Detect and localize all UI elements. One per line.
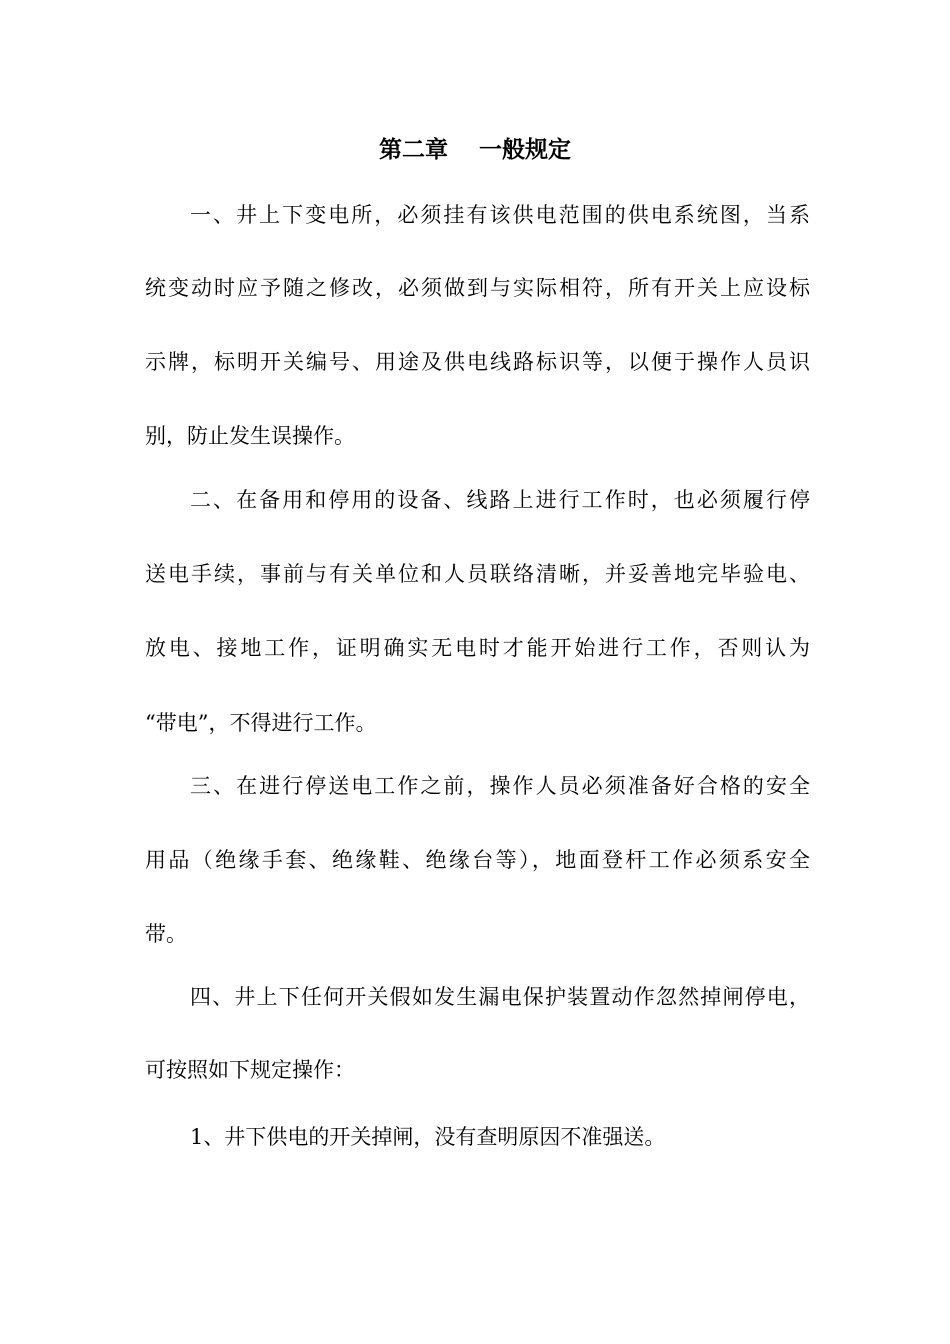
paragraph-line: 二、在备用和停用的设备、线路上进行工作时，也必须履行停: [190, 488, 810, 512]
paragraph-line: 1、井下供电的开关掉闸，没有查明原因不准强送。: [190, 1125, 666, 1149]
paragraph-line: 用品（绝缘手套、绝缘鞋、绝缘台等），地面登杆工作必须系安全: [145, 848, 810, 872]
paragraph-line: 别，防止发生误操作。: [145, 424, 355, 448]
paragraph-line: 送电手续，事前与有关单位和人员联络清晰，并妥善地完毕验电、: [145, 562, 810, 586]
paragraph-line: 带。: [145, 922, 187, 946]
paragraph-line: “带电”，不得进行工作。: [145, 711, 377, 735]
paragraph-line: 三、在进行停送电工作之前，操作人员必须准备好合格的安全: [190, 774, 810, 798]
paragraph-line: 一、井上下变电所，必须挂有该供电范围的供电系统图，当系: [190, 203, 810, 227]
paragraph-line: 放电、接地工作，证明确实无电时才能开始进行工作，否则认为: [145, 636, 810, 660]
paragraph-line: 统变动时应予随之修改，必须做到与实际相符，所有开关上应设标: [145, 276, 810, 300]
paragraph-line: 可按照如下规定操作：: [145, 1058, 355, 1082]
chapter-title: 第二章 一般规定: [378, 136, 571, 163]
paragraph-line: 示牌，标明开关编号、用途及供电线路标识等，以便于操作人员识: [145, 350, 810, 374]
paragraph-line: 四、井上下任何开关假如发生漏电保护装置动作忽然掉闸停电，: [190, 985, 810, 1009]
